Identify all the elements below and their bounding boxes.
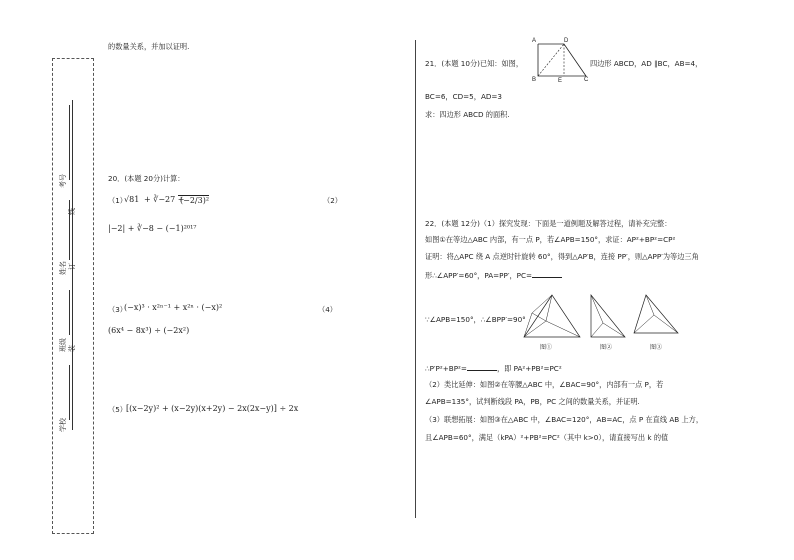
q22-line8: （3）联想拓展：如图③在△ABC 中，∠BAC=120°，AB=AC，点 P 在直线 AB 上方， [425,415,704,424]
q22-line3 [425,270,562,280]
name-underline [69,200,70,260]
q22-line5 [425,363,562,373]
q22-line5-a: ∴P′P²+BP²= [425,364,467,373]
q22-line9: 且∠APB=60°，满足（kPA）²+PB²=PC²（其中 k>0），请直接写出 k 的值 [425,433,669,442]
class-label: 班级 [59,338,67,352]
figure-2-caption: 图② [600,345,613,351]
fig1-line-bp [524,321,546,337]
q21-line2: BC=6，CD=5，AD=3 [425,92,502,101]
seal-char-zhuang: 装 [68,345,76,352]
fig2-line-ap [591,295,603,323]
figure-2 [585,293,629,343]
q20-part1-label: （1） [108,196,127,205]
q21-label-D: D [564,38,569,44]
fig2-line-bp [591,323,603,337]
column-divider [415,40,416,518]
q22-line6: （2）类比延伸：如图②在等腰△ABC 中，∠BAC=90°，内部有一点 P，若 [425,380,664,389]
q22-title: 22．(本题 12分)（1）探究发现：下面是一道例题及解答过程，请补充完整： [425,219,672,228]
q21-line1b: 四边形 ABCD，AD ∥BC，AB=4， [590,59,703,68]
q20-part2-label: （2） [323,196,342,205]
figure-3 [632,293,682,343]
q21-label-E: E [558,78,563,84]
q21-label-B: B [532,77,537,83]
q20-part2-expr: |−2| + ∛−8 − (−1)²⁰¹⁷ [108,224,197,233]
school-underline [69,365,70,420]
q22-line7: ∠APB=135°，试判断线段 PA，PB，PC 之间的数量关系，并证明. [425,397,640,406]
q20-part3-label: （3） [108,305,127,314]
name-label: 姓名 [59,261,67,275]
q20-part1-expr-c: (−2/3)² [180,196,210,205]
q22-line1: 如图①在等边△ABC 内部，有一点 P，若∠APB=150°，求证：AP²+BP²=CP² [425,235,676,244]
exam-no-underline [69,105,70,180]
q22-blank-2 [467,363,497,371]
figure-3-caption: 图③ [650,345,663,351]
q22-line4: ∵∠APB=150°，∴∠BPP′=90° [425,315,526,324]
q20-part4-expr: (6x⁴ − 8x³) ÷ (−2x²) [108,326,190,335]
q21-diagonal-dash [538,44,564,76]
binding-margin [52,58,94,534]
q20-part5-label: （5） [108,405,127,414]
q21-label-A: A [532,38,537,44]
q22-line2: 证明：将△APC 绕 A 点逆时针旋转 60°，得到△AP′B，连接 PP′，则△APP′为等边三角 [425,252,699,261]
q20-part1-expr-b: + ∛−27 + [144,195,185,204]
q22-line3-text: 形∴∠APP′=60°，PA=PP′，PC= [425,271,533,280]
figure-1 [520,293,584,343]
q20-part3-expr: (−x)³ · x²ⁿ⁻¹ + x²ⁿ · (−x)² [124,303,223,312]
q21-trapezoid-outline [538,44,586,76]
class-underline [69,290,70,335]
figure-1-caption: 图① [540,345,553,351]
seal-char-line: 线 [68,208,76,215]
q21-line3: 求：四边形 ABCD 的面积. [425,110,510,119]
exam-no-label: 考号 [59,174,67,188]
fig3-line-ap [646,295,654,315]
q22-line5-b: ，即 PA²+PB²=PC² [496,364,562,373]
q21-line1a: 21．(本题 10分)已知：如图， [425,59,524,68]
school-label: 学校 [59,418,67,432]
q20-part4-label: （4） [318,305,337,314]
q22-blank-1 [532,270,562,278]
q21-label-C: C [584,77,589,83]
q20-part1-expr-a: √81 [124,195,140,204]
q20-title: 20．(本题 20分)计算： [108,174,185,183]
fig2-line-cp [603,323,625,337]
q20-part5-expr: [(x−2y)² + (x−2y)(x+2y) − 2x(2x−y)] ÷ 2x [126,404,299,413]
fig1-line-bp-prime [524,313,532,337]
fig3-line-cp [654,315,678,333]
seal-char-ding: 订 [68,263,76,270]
continuation-line: 的数量关系，并加以证明. [108,42,190,51]
